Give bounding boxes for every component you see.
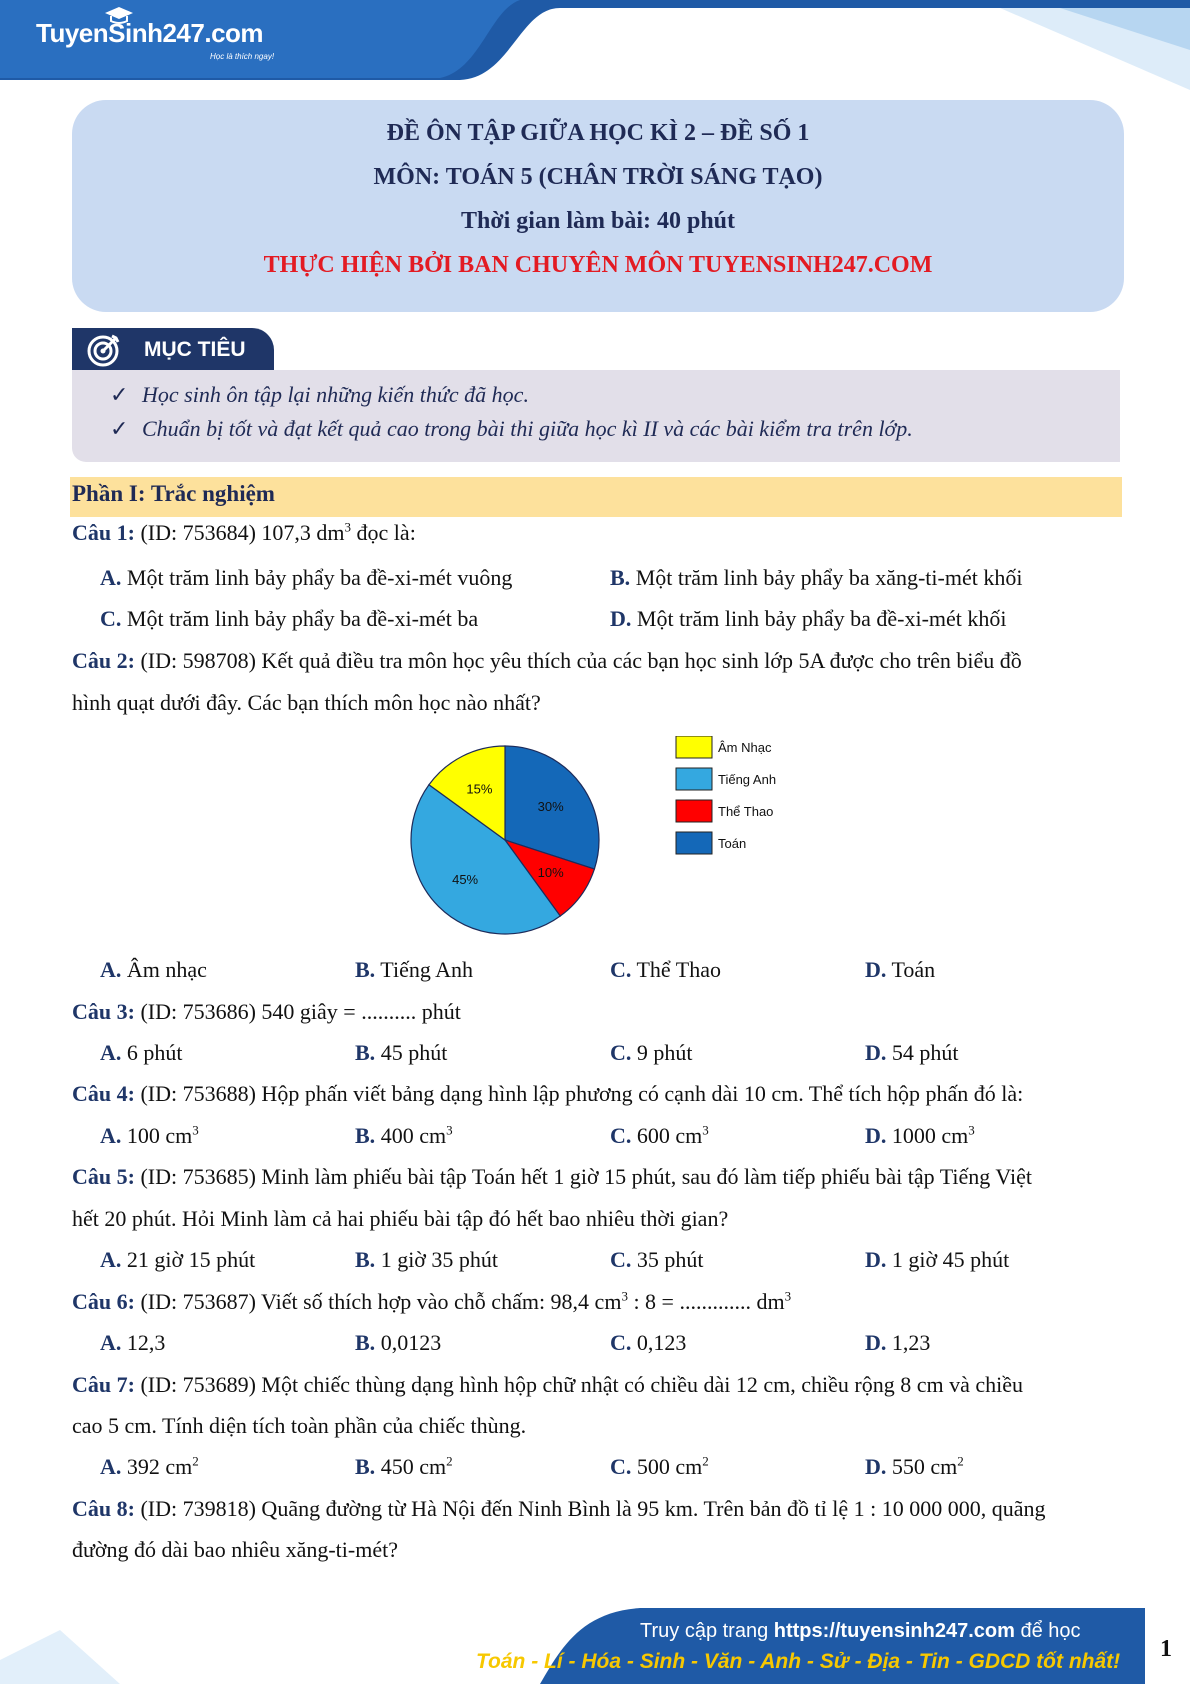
option-3a: A. 6 phút	[100, 1040, 183, 1065]
pie-chart	[400, 736, 800, 936]
question-7: Câu 7: (ID: 753689) Một chiếc thùng dạng hình hộp chữ nhật có chiều dài 12 cm, chiều rộng 8 cm và chiều	[72, 1372, 1023, 1397]
option-6c: C. 0,123	[610, 1330, 687, 1355]
chart-legend	[676, 736, 776, 854]
time-limit: Thời gian làm bài: 40 phút	[460, 208, 736, 234]
objectives-label: MỤC TIÊU	[144, 338, 246, 361]
option-7d: D. 550 $cm^2$	[865, 1453, 964, 1479]
option-6b: B. 0,0123	[355, 1330, 442, 1355]
target-icon	[86, 332, 122, 368]
option-7a: A. 392 $cm^2$	[100, 1453, 199, 1479]
option-2a: A. Âm nhạc	[100, 957, 207, 982]
header-banner	[0, 0, 1190, 100]
question-2: Câu 2: (ID: 598708) Kết quả điều tra môn học yêu thích của các bạn học sinh lớp 5A được cho trên biểu đồ	[72, 648, 1022, 673]
option-4a: A. 100 $cm^3$	[100, 1122, 199, 1148]
objective-item: ✓ Học sinh ôn tập lại những kiến thức đã học.	[110, 382, 529, 407]
legend-label-2: Thể Thao	[718, 804, 774, 819]
subject-title: MÔN: TOÁN 5 (CHÂN TRỜI SÁNG TẠO)	[373, 164, 823, 190]
question-8-line2: đường đó dài bao nhiêu xăng-ti-mét?	[72, 1537, 398, 1562]
legend-label-3: Toán	[718, 836, 747, 851]
legend-swatch-1	[676, 768, 712, 790]
check-icon: ✓	[110, 382, 129, 407]
legend-label-1: Tiếng Anh	[718, 772, 777, 787]
option-1a: A. Một trăm linh bảy phẩy ba đề-xi-mét vuông	[100, 565, 513, 590]
section-title: Phần I: Trắc nghiệm	[72, 481, 275, 506]
option-3c: C. 9 phút	[610, 1040, 693, 1065]
footer-link[interactable]: https://tuyensinh247.com	[773, 1620, 1015, 1642]
pie-label-1: 45%	[452, 871, 479, 887]
option-1d: D. Một trăm linh bảy phẩy ba đề-xi-mét khối	[610, 606, 1007, 631]
legend-swatch-3	[676, 832, 712, 854]
option-6d: D. 1,23	[865, 1330, 931, 1355]
objectives-box	[72, 370, 1120, 462]
option-3b: B. 45 phút	[355, 1040, 448, 1065]
objective-item: ✓ Chuẩn bị tốt và đạt kết quả cao trong bài thi giữa học kì II và các bài kiểm tra trên lớp.	[110, 416, 913, 441]
legend-swatch-0	[676, 736, 712, 758]
question-3: Câu 3: (ID: 753686) 540 giây = .......... phút	[72, 999, 461, 1024]
option-1c: C. Một trăm linh bảy phẩy ba đề-xi-mét ba	[100, 606, 479, 631]
exam-title: ĐỀ ÔN TẬP GIỮA HỌC KÌ 2 – ĐỀ SỐ 1	[386, 120, 810, 146]
option-6a: A. 12,3	[100, 1330, 166, 1355]
check-icon: ✓	[110, 416, 129, 441]
question-5-line2: hết 20 phút. Hỏi Minh làm cả hai phiếu bài tập đó hết bao nhiêu thời gian?	[72, 1206, 729, 1231]
question-8: Câu 8: (ID: 739818) Quãng đường từ Hà Nội đến Ninh Bình là 95 km. Trên bản đồ tỉ lệ 1 : 10 000 000, quãng	[72, 1496, 1046, 1521]
question-5: Câu 5: (ID: 753685) Minh làm phiếu bài tập Toán hết 1 giờ 15 phút, sau đó làm tiếp phiếu bài tập Tiếng Việt	[72, 1164, 1032, 1189]
page-number: 1	[1160, 1636, 1172, 1662]
option-2b: B. Tiếng Anh	[355, 957, 474, 982]
title-box	[72, 100, 1124, 312]
option-3d: D. 54 phút	[865, 1040, 959, 1065]
option-4b: B. 400 $cm^3$	[355, 1122, 453, 1148]
pie-slices	[411, 746, 599, 934]
question-2-line2: hình quạt dưới đây. Các bạn thích môn học nào nhất?	[72, 690, 541, 715]
question-6: Câu 6: (ID: 753687) Viết số thích hợp vào chỗ chấm: 98,4 $cm^3$ : 8 = ............. $dm^3$	[72, 1288, 792, 1314]
option-5d: D. 1 giờ 45 phút	[865, 1247, 1010, 1272]
question-4: Câu 4: (ID: 753688) Hộp phấn viết bảng dạng hình lập phương có cạnh dài 10 cm. Thể tích hộp phấn đó là:	[72, 1081, 1024, 1106]
question-1: Câu 1: (ID: 753684) 107,3 $dm^3$ đọc là:	[72, 519, 416, 545]
option-4c: C. 600 $cm^3$	[610, 1122, 709, 1148]
option-4d: D. 1000 $cm^3$	[865, 1122, 975, 1148]
brand-logo[interactable]: TuyenSinh247.com	[36, 18, 264, 48]
pie-label-3: 30%	[537, 798, 564, 814]
footer-subjects: Toán - Lí - Hóa - Sinh - Văn - Anh - Sử - Địa - Tin - GDCD tốt nhất!	[476, 1650, 1121, 1673]
option-5c: C. 35 phút	[610, 1247, 704, 1272]
option-7c: C. 500 $cm^2$	[610, 1453, 709, 1479]
legend-swatch-2	[676, 800, 712, 822]
option-5a: A. 21 giờ 15 phút	[100, 1247, 256, 1272]
brand-tagline: Học là thích ngay!	[210, 52, 275, 61]
author-line: THỰC HIỆN BỞI BAN CHUYÊN MÔN TUYENSINH247.COM	[263, 252, 933, 278]
option-1b: B. Một trăm linh bảy phẩy ba xăng-ti-mét khối	[610, 565, 1023, 590]
option-2d: D. Toán	[865, 957, 936, 982]
option-5b: B. 1 giờ 35 phút	[355, 1247, 499, 1272]
pie-label-2: 10%	[537, 865, 564, 881]
option-7b: B. 450 $cm^2$	[355, 1453, 453, 1479]
footer-cta: Truy cập trang https://tuyensinh247.com để học	[640, 1620, 1081, 1642]
pie-label-0: 15%	[466, 781, 493, 797]
option-2c: C. Thể Thao	[610, 957, 722, 982]
legend-label-0: Âm Nhạc	[718, 740, 772, 755]
question-7-line2: cao 5 cm. Tính diện tích toàn phần của chiếc thùng.	[72, 1413, 527, 1438]
